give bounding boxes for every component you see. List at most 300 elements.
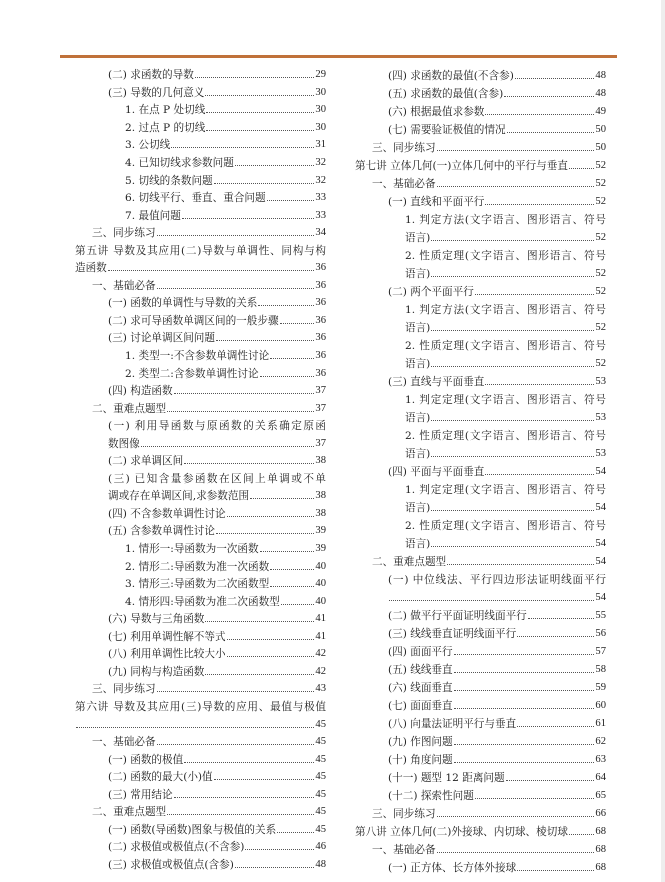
toc-entry-page: 39 <box>315 543 326 555</box>
toc-entry-title: (五) 含参数单调性讨论 <box>108 525 215 538</box>
toc-entry-title: 2. 情形二:导函数为准一次函数 <box>125 560 270 573</box>
toc-entry-title: (三) 已知含量参函数在区间上单调或不单 <box>108 472 326 485</box>
toc-entry[interactable] <box>355 606 606 624</box>
toc-entry[interactable] <box>355 300 606 336</box>
toc-entry-page: 33 <box>315 209 326 221</box>
dot-leader <box>454 672 595 673</box>
toc-entry[interactable] <box>355 462 606 480</box>
toc-entry[interactable] <box>355 570 606 606</box>
toc-entry-line <box>75 522 326 540</box>
toc-entry[interactable] <box>75 645 326 663</box>
toc-entry-page: 32 <box>315 174 326 186</box>
toc-entry-title: (八) 向量法证明平行与垂直 <box>388 717 517 730</box>
toc-entry-page: 52 <box>595 357 606 369</box>
toc-entry-page: 54 <box>595 591 606 603</box>
toc-entry-title: 2. 性质定理(文字语言、图形语言、符号 <box>405 249 606 262</box>
toc-entry-title: (一) 利用导函数与原函数的关系确定原函 <box>108 420 326 433</box>
dot-leader <box>431 240 594 241</box>
toc-entry[interactable] <box>355 516 606 552</box>
dot-leader <box>214 779 315 780</box>
toc-entry[interactable] <box>75 698 326 733</box>
toc-entry-page: 54 <box>595 501 606 513</box>
toc-entry-page: 52 <box>595 177 606 189</box>
toc-entry-page: 36 <box>315 350 326 362</box>
toc-entry-line <box>355 66 606 84</box>
toc-entry-line <box>355 516 606 534</box>
toc-entry-line <box>75 540 326 558</box>
toc-entry-page: 46 <box>315 841 326 853</box>
toc-entry-page: 45 <box>315 771 326 783</box>
toc-entry-line <box>75 347 326 365</box>
toc-entry-title: (五) 求函数的最值(含参) <box>388 87 504 100</box>
toc-entry-line <box>355 480 606 498</box>
toc-entry[interactable] <box>75 154 326 172</box>
dot-leader <box>184 463 314 464</box>
dot-leader <box>431 366 594 367</box>
dot-leader <box>235 867 315 868</box>
toc-entry-line <box>75 259 326 277</box>
toc-entry-page: 59 <box>595 681 606 693</box>
page-edge <box>661 0 665 882</box>
toc-entry-title: 第五讲 导数及其应用(二)导数与单调性、同构与构 <box>75 244 326 257</box>
toc-entry[interactable] <box>75 382 326 400</box>
toc-entry-title: 第七讲 立体几何(一)立体几何中的平行与垂直 <box>355 159 568 172</box>
toc-entry-line <box>355 642 606 660</box>
toc-entry-title: (二) 求函数的导数 <box>108 69 194 82</box>
toc-entry-line <box>75 171 326 189</box>
toc-entry-line <box>75 645 326 663</box>
toc-entry[interactable] <box>75 750 326 768</box>
toc-entry-title: (七) 利用单调性解不等式 <box>108 630 226 643</box>
toc-entry-title: (二) 求极值或极值点(不含参) <box>108 841 245 854</box>
toc-entry-line <box>75 364 326 382</box>
toc-entry[interactable] <box>355 372 606 390</box>
toc-entry-title-continued: 语言) <box>405 321 431 334</box>
toc-entry[interactable] <box>75 663 326 681</box>
toc-entry-title: (四) 平面与平面垂直 <box>388 465 485 478</box>
toc-entry-line <box>355 714 606 732</box>
toc-entry-line <box>355 318 606 336</box>
toc-entry-title: 三、同步练习 <box>92 227 156 240</box>
toc-entry[interactable] <box>355 210 606 246</box>
dot-leader <box>206 112 314 113</box>
toc-entry-line <box>75 785 326 803</box>
toc-entry-line <box>75 803 326 821</box>
toc-entry-title: 2. 类型二:含参数单调性讨论 <box>125 367 259 380</box>
dot-leader <box>431 456 594 457</box>
toc-entry-title: (三) 导数的几何意义 <box>108 86 205 99</box>
toc-entry[interactable] <box>355 192 606 210</box>
toc-entry[interactable] <box>355 696 606 714</box>
toc-entry-title: 1. 判定定理(文字语言、图形语言、符号 <box>405 393 606 406</box>
toc-entry[interactable] <box>75 84 326 102</box>
toc-entry-page: 45 <box>315 788 326 800</box>
dot-leader <box>431 276 594 277</box>
toc-entry-page: 53 <box>595 411 606 423</box>
toc-entry-page: 41 <box>315 613 326 625</box>
toc-entry[interactable] <box>75 733 326 751</box>
dot-leader <box>270 569 314 570</box>
toc-entry[interactable] <box>355 66 606 84</box>
toc-entry-page: 30 <box>315 121 326 133</box>
dot-leader <box>485 204 594 205</box>
toc-entry-page: 52 <box>595 321 606 333</box>
toc-entry[interactable] <box>355 660 606 678</box>
toc-entry[interactable] <box>355 750 606 768</box>
dot-leader <box>182 218 315 219</box>
dot-leader <box>507 132 595 133</box>
toc-entry-page: 54 <box>595 555 606 567</box>
toc-entry-page: 29 <box>315 69 326 81</box>
toc-entry[interactable] <box>75 610 326 628</box>
toc-entry-page: 36 <box>315 332 326 344</box>
toc-entry-line <box>75 277 326 295</box>
toc-entry-title: (一) 中位线法、平行四边形法证明线面平行 <box>388 573 606 586</box>
dot-leader <box>454 654 595 655</box>
toc-entry-page: 68 <box>595 825 606 837</box>
toc-entry[interactable] <box>75 821 326 839</box>
toc-entry[interactable] <box>355 786 606 804</box>
dot-leader <box>76 727 314 728</box>
toc-entry[interactable] <box>355 84 606 102</box>
toc-entry[interactable] <box>355 480 606 516</box>
toc-entry-line <box>355 390 606 408</box>
toc-entry-page: 45 <box>315 718 326 730</box>
toc-entry[interactable] <box>75 785 326 803</box>
toc-entry[interactable] <box>75 628 326 646</box>
toc-entry-title: 第六讲 导数及其应用(三)导数的应用、最值与极值 <box>75 700 326 713</box>
dot-leader <box>267 200 315 201</box>
toc-entry-line <box>75 136 326 154</box>
toc-entry-line <box>355 750 606 768</box>
toc-entry[interactable] <box>355 804 606 822</box>
toc-entry-page: 57 <box>595 645 606 657</box>
toc-entry-line <box>355 858 606 876</box>
toc-entry-title: (一) 函数(导函数)图象与极值的关系 <box>108 823 277 836</box>
toc-entry-title: (九) 作图问题 <box>388 735 453 748</box>
toc-entry[interactable] <box>75 522 326 540</box>
toc-entry-title: (十) 角度问题 <box>388 753 453 766</box>
toc-entry-title: (一) 函数的极值 <box>108 753 184 766</box>
toc-entry[interactable] <box>75 206 326 224</box>
toc-entry[interactable] <box>75 557 326 575</box>
toc-entry-page: 68 <box>595 843 606 855</box>
toc-entry[interactable] <box>355 732 606 750</box>
toc-entry[interactable] <box>75 329 326 347</box>
toc-entry-page: 33 <box>315 192 326 204</box>
toc-entry[interactable] <box>355 246 606 282</box>
dot-leader <box>437 150 595 151</box>
toc-entry-line <box>355 570 606 588</box>
toc-entry-line <box>355 696 606 714</box>
dot-leader <box>280 323 315 324</box>
toc-entry-title: 1. 在点 P 处切线 <box>125 104 206 117</box>
toc-entry-page: 62 <box>595 735 606 747</box>
toc-entry-line <box>75 329 326 347</box>
toc-entry-page: 48 <box>595 87 606 99</box>
toc-entry-title: 1. 判定方法(文字语言、图形语言、符号 <box>405 213 606 226</box>
dot-leader <box>205 674 314 675</box>
dot-leader <box>270 586 314 587</box>
toc-entry-line <box>355 210 606 228</box>
toc-entry-title: 2. 过点 P 的切线 <box>125 121 206 134</box>
toc-entry-line <box>75 470 326 488</box>
toc-entry-page: 36 <box>315 314 326 326</box>
toc-entry-line <box>75 189 326 207</box>
dot-leader <box>506 780 595 781</box>
toc-entry-line <box>355 282 606 300</box>
toc-entry[interactable] <box>75 119 326 137</box>
toc-column-right <box>355 66 606 876</box>
toc-entry-title: (二) 两个平面平行 <box>388 285 474 298</box>
toc-entry-page: 45 <box>315 753 326 765</box>
toc-entry-title: 2. 性质定理(文字语言、图形语言、符号 <box>405 339 606 352</box>
toc-entry[interactable] <box>75 540 326 558</box>
toc-entry[interactable] <box>75 856 326 874</box>
toc-entry[interactable] <box>355 120 606 138</box>
toc-entry-line <box>355 804 606 822</box>
dot-leader <box>528 618 595 619</box>
toc-entry-line <box>355 102 606 120</box>
toc-entry-line <box>75 206 326 224</box>
toc-entry-line <box>75 154 326 172</box>
dot-leader <box>250 498 314 499</box>
toc-entry-title: 二、重难点题型 <box>92 402 167 415</box>
toc-entry-page: 52 <box>595 195 606 207</box>
toc-entry[interactable] <box>75 803 326 821</box>
toc-entry[interactable] <box>75 470 326 505</box>
toc-entry[interactable] <box>355 390 606 426</box>
toc-entry-title: 1. 判定定理(文字语言、图形语言、符号 <box>405 483 606 496</box>
toc-entry-page: 34 <box>315 227 326 239</box>
toc-entry-title: 3. 公切线 <box>125 139 171 152</box>
toc-entry-line <box>355 372 606 390</box>
dot-leader <box>174 797 315 798</box>
dot-leader <box>447 564 594 565</box>
dot-leader <box>475 294 595 295</box>
toc-entry-line <box>75 610 326 628</box>
toc-entry-page: 54 <box>595 465 606 477</box>
toc-entry-page: 36 <box>315 279 326 291</box>
toc-entry[interactable] <box>75 277 326 295</box>
toc-entry-line <box>355 228 606 246</box>
toc-entry-line <box>355 588 606 606</box>
toc-entry-line <box>75 119 326 137</box>
toc-entry[interactable] <box>355 282 606 300</box>
toc-entry-line <box>355 156 606 174</box>
toc-entry-page: 53 <box>595 447 606 459</box>
toc-entry-line <box>355 786 606 804</box>
toc-entry-title: (一) 直线和平面平行 <box>388 195 485 208</box>
toc-entry[interactable] <box>75 364 326 382</box>
dot-leader <box>437 186 595 187</box>
toc-entry-title: (三) 常用结论 <box>108 788 173 801</box>
toc-entry-title: (三) 求极值或极值点(含参) <box>108 858 234 871</box>
toc-entry[interactable] <box>75 241 326 276</box>
toc-entry[interactable] <box>75 592 326 610</box>
toc-entry-line <box>355 246 606 264</box>
toc-entry[interactable] <box>75 189 326 207</box>
toc-entry-line <box>355 444 606 462</box>
toc-entry-line <box>75 628 326 646</box>
dot-leader <box>205 95 314 96</box>
toc-entry-title: 5. 切线的条数问题 <box>125 174 213 187</box>
toc-entry-title-continued: 语言) <box>405 447 431 460</box>
toc-entry-page: 50 <box>595 141 606 153</box>
toc-entry[interactable] <box>355 174 606 192</box>
toc-entry-line <box>75 715 326 733</box>
toc-entry-line <box>75 592 326 610</box>
toc-entry-title: (四) 构造函数 <box>108 385 173 398</box>
toc-entry-line <box>75 84 326 102</box>
toc-entry-title: (四) 面面平行 <box>388 645 453 658</box>
toc-entry[interactable] <box>355 138 606 156</box>
toc-entry[interactable] <box>355 714 606 732</box>
toc-entry-line <box>75 856 326 874</box>
toc-entry[interactable] <box>355 336 606 372</box>
toc-entry-title: 一、基础必备 <box>372 177 436 190</box>
toc-entry-title: (五) 线线垂直 <box>388 663 453 676</box>
header-rule <box>60 55 617 58</box>
toc-entry-title: 4. 情形四:导函数为准二次函数型 <box>125 595 280 608</box>
toc-entry[interactable] <box>355 642 606 660</box>
dot-leader <box>195 77 315 78</box>
toc-entry-title: (六) 导数与三角函数 <box>108 613 205 626</box>
toc-entry[interactable] <box>355 840 606 858</box>
toc-entry-title-continued: 语言) <box>405 501 431 514</box>
dot-leader <box>485 474 594 475</box>
toc-entry-line <box>75 750 326 768</box>
toc-entry-page: 32 <box>315 157 326 168</box>
toc-entry[interactable] <box>355 768 606 786</box>
dot-leader <box>270 358 314 359</box>
toc-entry-title: (三) 直线与平面垂直 <box>388 375 485 388</box>
toc-entry[interactable] <box>75 312 326 330</box>
toc-entry-page: 52 <box>595 285 606 297</box>
toc-entry[interactable] <box>355 156 606 174</box>
toc-entry-title: 1. 情形一:导函数为一次函数 <box>125 543 259 556</box>
toc-entry-page: 64 <box>595 771 606 783</box>
dot-leader <box>171 147 314 148</box>
toc-entry-line <box>355 336 606 354</box>
toc-entry[interactable] <box>75 680 326 698</box>
dot-leader <box>235 165 315 166</box>
toc-entry[interactable] <box>75 575 326 593</box>
toc-entry-line <box>355 192 606 210</box>
toc-entry-line <box>355 732 606 750</box>
toc-entry-page: 63 <box>595 753 606 765</box>
toc-entry[interactable] <box>355 678 606 696</box>
dot-leader <box>108 270 315 271</box>
toc-entry-title: 1. 判定方法(文字语言、图形语言、符号 <box>405 303 606 316</box>
dot-leader <box>258 305 314 306</box>
toc-entry[interactable] <box>75 66 326 84</box>
toc-entry-page: 40 <box>315 560 326 572</box>
toc-entry-page: 39 <box>315 525 326 537</box>
toc-entry-page: 48 <box>595 69 606 81</box>
toc-entry-line <box>75 487 326 505</box>
toc-entry[interactable] <box>75 171 326 189</box>
toc-entry-page: 49 <box>595 105 606 117</box>
toc-entry-title: (八) 利用单调性比较大小 <box>108 648 226 661</box>
toc-entry-line <box>355 408 606 426</box>
toc-entry-line <box>355 606 606 624</box>
dot-leader <box>214 183 315 184</box>
toc-entry[interactable] <box>75 101 326 119</box>
toc-entry-title: 6. 切线平行、垂直、重合问题 <box>125 192 266 205</box>
toc-entry-page: 42 <box>315 665 326 677</box>
toc-entry[interactable] <box>355 552 606 570</box>
toc-entry[interactable] <box>75 347 326 365</box>
toc-entry[interactable] <box>75 399 326 417</box>
toc-entry-line <box>75 557 326 575</box>
toc-entry-page: 36 <box>315 297 326 309</box>
toc-entry-page: 38 <box>315 490 326 502</box>
toc-entry-title: 一、基础必备 <box>92 736 156 749</box>
toc-entry[interactable] <box>75 452 326 470</box>
toc-entry-title: 三、同步练习 <box>92 683 156 696</box>
toc-entry-page: 36 <box>315 262 326 274</box>
toc-entry-title-continued: 语言) <box>405 357 431 370</box>
toc-entry[interactable] <box>355 426 606 462</box>
toc-entry[interactable] <box>75 838 326 856</box>
toc-entry-line <box>355 354 606 372</box>
toc-entry[interactable] <box>75 417 326 452</box>
toc-entry-page: 37 <box>315 402 326 414</box>
dot-leader <box>569 168 594 169</box>
toc-entry-title-continued: 语言) <box>405 231 431 244</box>
dot-leader <box>227 639 315 640</box>
toc-entry-page: 45 <box>315 806 326 818</box>
toc-entry-line <box>355 264 606 282</box>
dot-leader <box>157 691 315 692</box>
toc-entry-line <box>75 452 326 470</box>
toc-entry-line <box>75 838 326 856</box>
toc-entry[interactable] <box>355 624 606 642</box>
toc-entry-line <box>75 434 326 452</box>
dot-leader <box>157 744 315 745</box>
dot-leader <box>141 446 315 447</box>
toc-column-left <box>75 66 326 873</box>
toc-entry-page: 55 <box>595 609 606 621</box>
toc-entry[interactable] <box>75 294 326 312</box>
toc-entry[interactable] <box>75 505 326 523</box>
toc-entry[interactable] <box>355 102 606 120</box>
toc-entry-line <box>355 174 606 192</box>
dot-leader <box>454 708 595 709</box>
toc-entry[interactable] <box>355 858 606 876</box>
toc-entry-line <box>75 505 326 523</box>
toc-entry[interactable] <box>75 136 326 154</box>
toc-entry-title: (一) 函数的单调性与导数的关系 <box>108 297 258 310</box>
dot-leader <box>431 510 594 511</box>
dot-leader <box>205 621 314 622</box>
toc-entry-title: 二、重难点题型 <box>372 555 447 568</box>
toc-entry[interactable] <box>75 224 326 242</box>
toc-entry-line <box>75 101 326 119</box>
toc-entry-title: 三、同步练习 <box>372 141 436 154</box>
toc-entry[interactable] <box>355 822 606 840</box>
toc-entry-title: 二、重难点题型 <box>92 806 167 819</box>
toc-entry-line <box>355 84 606 102</box>
toc-entry-page: 36 <box>315 367 326 379</box>
toc-entry[interactable] <box>75 768 326 786</box>
toc-entry-page: 37 <box>315 385 326 397</box>
toc-entry-page: 45 <box>315 736 326 748</box>
toc-entry-title: (二) 函数的最大(小)值 <box>108 771 213 784</box>
dot-leader <box>517 726 594 727</box>
dot-leader <box>184 762 314 763</box>
